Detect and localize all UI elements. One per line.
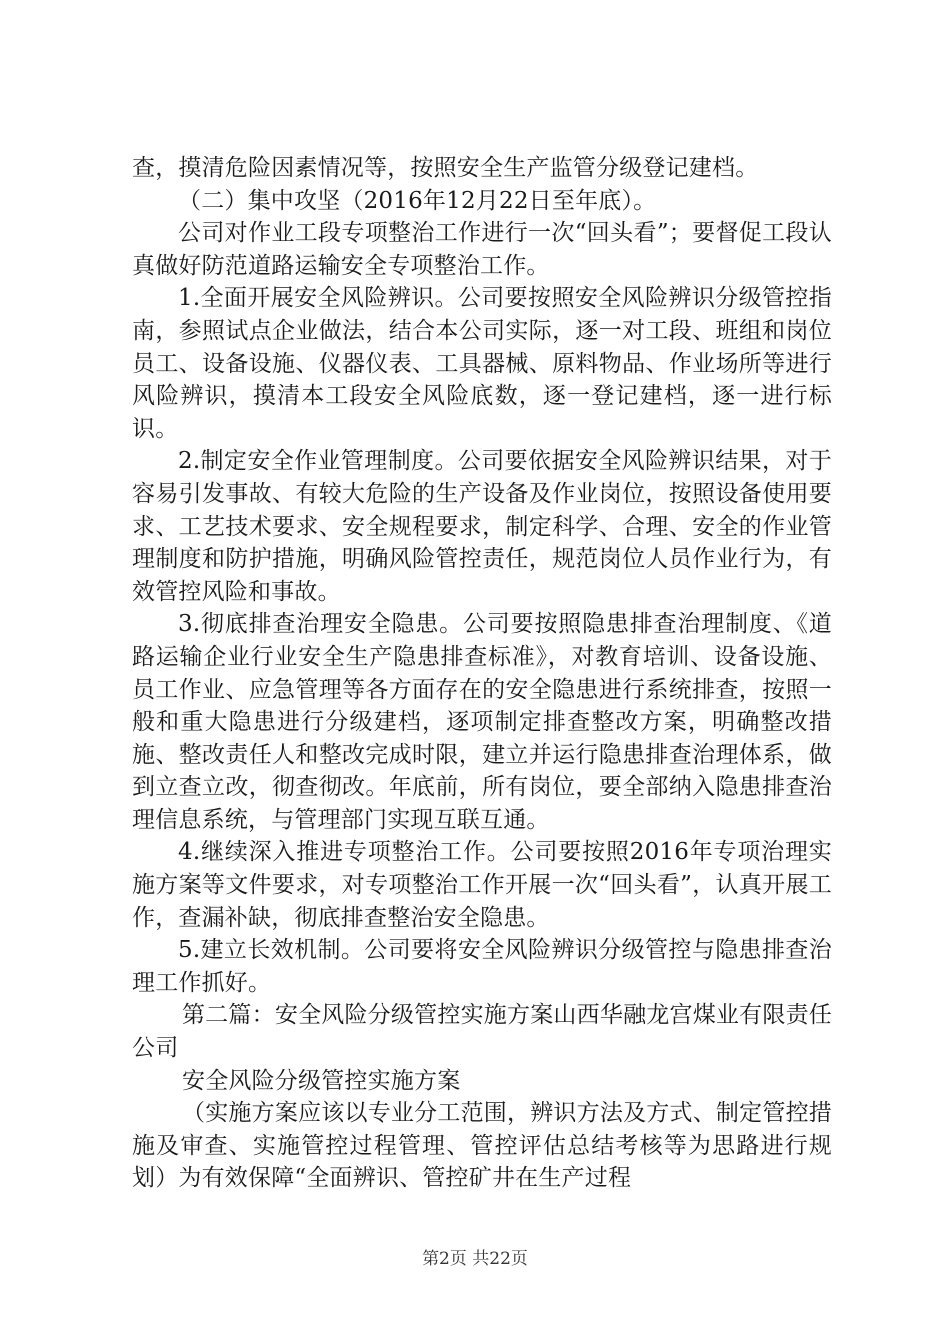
list-item-4: 4.继续深入推进专项整治工作。公司要按照2016年专项治理实施方案等文件要求，对专项整治工作开展一次“回头看”，认真开展工作，查漏补缺，彻底排查整治安全隐患。 — [132, 839, 832, 931]
page-number-footer: 第2页 共22页 — [422, 1249, 528, 1269]
paragraph-review: 公司对作业工段专项整治工作进行一次“回头看”；要督促工段认真做好防范道路运输安全专项整治工作。 — [132, 220, 832, 279]
plan-title: 安全风险分级管控实施方案 — [182, 1067, 461, 1094]
chapter-title: 第二篇：安全风险分级管控实施方案山西华融龙宫煤业有限责任公司 — [132, 1002, 832, 1062]
paragraph-plan-intro: （实施方案应该以专业分工范围，辨识方法及方式、制定管控措施及审查、实施管控过程管理、管控评估总结考核等为思路进行规划）为有效保障“全面辨识、管控矿井在生产过程 — [132, 1100, 832, 1192]
document-body — [132, 152, 832, 1195]
list-item-5: 5.建立长效机制。公司要将安全风险辨识分级管控与隐患排查治理工作抓好。 — [132, 937, 832, 996]
section-heading-2: （二）集中攻坚（2016年12月22日至年底）。 — [178, 187, 657, 214]
list-item-1: 1.全面开展安全风险辨识。公司要按照安全风险辨识分级管控指南，参照试点企业做法，结合本公司实际，逐一对工段、班组和岗位员工、设备设施、仪器仪表、工具器械、原料物品、作业场所等进行风险辨识，摸清本工段安全风险底数，逐一登记建档，逐一进行标识。 — [132, 285, 832, 442]
paragraph-continuation: 查，摸清危险因素情况等，按照安全生产监管分级登记建档。 — [132, 155, 759, 181]
list-item-2: 2.制定安全作业管理制度。公司要依据安全风险辨识结果，对于容易引发事故、有较大危险的生产设备及作业岗位，按照设备使用要求、工艺技术要求、安全规程要求，制定科学、合理、安全的作业管理制度和防护措施，明确风险管控责任，规范岗位人员作业行为，有效管控风险和事故。 — [132, 448, 832, 605]
list-item-3: 3.彻底排查治理安全隐患。公司要按照隐患排查治理制度、《道路运输企业行业安全生产隐患排查标准》，对教育培训、设备设施、员工作业、应急管理等各方面存在的安全隐患进行系统排查，按照一般和重大隐患进行分级建档，逐项制定排查整改方案，明确整改措施、整改责任人和整改完成时限，建立并运行隐患排查治理体系，做到立查立改，彻查彻改。年底前，所有岗位，要全部纳入隐患排查治理信息系统，与管理部门实现互联互通。 — [132, 611, 832, 833]
